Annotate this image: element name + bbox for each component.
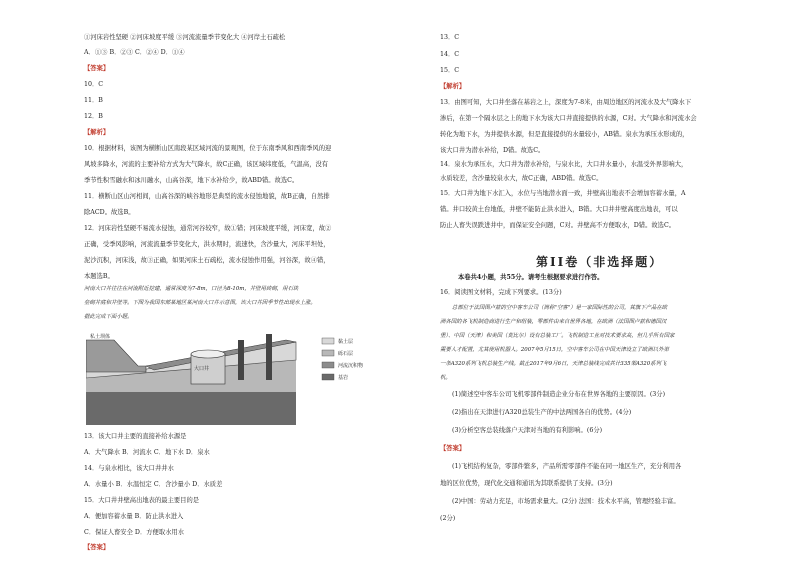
explain-14-line1: 14．泉水为承压水，大口井为潜水补给，与泉水比，大口井水量小，水温受外界影响大， bbox=[440, 161, 688, 168]
legend-swatch-sediment bbox=[322, 362, 334, 368]
options-line: ①河床岩性坚硬 ②河床坡度平缓 ③河流流量季节变化大 ④河岸土石疏松 bbox=[84, 34, 286, 41]
explain-12-line3: 泥沙沉积，河床浅，故③正确，如果河床土石疏松，流水侵蚀作用强，河谷深，故④错， bbox=[84, 257, 330, 264]
question-13: 13．该大口井主要的直接补给水源是 bbox=[84, 433, 187, 440]
choices-line: A．①③ B．②③ C．②④ D．①④ bbox=[84, 49, 185, 56]
question-16: 16．阅读图文材料，完成下列要求。(13分) bbox=[440, 289, 562, 296]
material-16-line5: 一条A320系列飞机总装生产线。截止2017年9月6日，天津总装线完成共计335架A320系列飞 bbox=[440, 361, 667, 367]
material-16-line1: 总部位于法国图卢兹的空中客车公司（简称"空客"）是一家国际性的公司，其旗下产品在欧 bbox=[452, 305, 668, 311]
analysis-label: 【解析】 bbox=[84, 129, 110, 136]
pipe-1 bbox=[238, 340, 244, 380]
answer-2-line1: (2)中国：劳动力充足，市场需求量大。(2分) 法国：技术水平高，管理经验丰富。 bbox=[452, 498, 680, 505]
subquestion-2: (2)指出在天津进行A320总装生产的中法两国各自的优势。(4分) bbox=[452, 409, 632, 416]
answer-label: 【答案】 bbox=[84, 65, 110, 72]
answer-1-line2: 地的区位优势，现代化交通和通讯为其联系提供了支持。(3分) bbox=[440, 480, 613, 487]
explain-12-line2: 正确，受季风影响，河流流量季节变化大，洪水期时，流速快，含沙量大，河床平坦处， bbox=[84, 241, 330, 248]
explain-11-line1: 11．横断山区山河相间，山高谷深的峡谷地形是典型的流水侵蚀地貌，故B正确，自然排 bbox=[84, 193, 330, 200]
analysis-label: 【解析】 bbox=[440, 83, 466, 90]
explain-12-line1: 12．河床岩性坚硬不易流水侵蚀，通常河谷较窄，故①错；河床坡度平缓，河床宽，故② bbox=[84, 225, 332, 232]
explain-11-line2: 除ACD。故选B。 bbox=[84, 209, 135, 216]
material-line1: 河南大口井往往在河流附近挖建，通常深度为7-8m，口径为8-10m，井壁用砖砌，用石块 bbox=[84, 286, 299, 292]
explain-10-line1: 10．根据材料，该图为横断山区南段某区域河流的景观图，位于东南季风和西南季风的迎 bbox=[84, 145, 332, 152]
fig-top-label: 私土坝体 bbox=[90, 334, 111, 340]
dam-body bbox=[86, 340, 146, 372]
material-line2: 垒砌井底和井壁等。下图为我国东部某地区某河南大口井示意图，该大口井因季节性出现水上涨。 bbox=[84, 300, 316, 306]
answer-14: 14．C bbox=[440, 51, 460, 58]
subquestion-1: (1)简述空中客车公司飞机零部件制造企业分布在世界各地的主要原因。(3分) bbox=[452, 391, 666, 398]
question-15: 15．大口井井壁高出地表的最主要目的是 bbox=[84, 497, 200, 504]
answer-1-line1: (1)飞机结构复杂，零部件繁多，产品所需零部件不能在同一地区生产，充分利用各 bbox=[452, 463, 682, 470]
legend-label-clay: 黏土层 bbox=[338, 339, 354, 345]
material-16-line2: 洲各国的各飞机制造商进行生产和组装，零部件由来自世界各地，在欧洲（法国图卢兹和德国汉 bbox=[440, 319, 667, 325]
material-16-line6: 机。 bbox=[440, 375, 451, 381]
material-16-line3: 堡）、中国（天津）和美国（莫比尔）设有总装工厂。飞机制造工业对技术要求高，但几乎所有国家 bbox=[440, 333, 675, 339]
explain-15-line3: 防止人畜失误跌进井中，而保证安全问题，C对。井壁高不方便取水，D错。故选C。 bbox=[440, 222, 676, 229]
answer-label: 【答案】 bbox=[440, 445, 466, 452]
question-15-options-2: C．保证人畜安全 D．方便取水用水 bbox=[84, 529, 185, 536]
legend-label-gravel: 砾石层 bbox=[338, 351, 354, 357]
answer-10: 10．C bbox=[84, 81, 104, 88]
section-title: 第II卷（非选择题） bbox=[536, 255, 664, 269]
answer-12: 12．B bbox=[84, 113, 103, 120]
bedrock-layer bbox=[86, 392, 296, 425]
question-14-options: A．水量小 B．水温恒定 C．含沙量小 D．水质差 bbox=[84, 481, 223, 488]
legend-swatch-gravel bbox=[322, 350, 334, 356]
section-note: 本卷共4小题，共55分。请考生根据要求进行作答。 bbox=[458, 274, 604, 281]
explain-14-line2: 水质较差，含沙量较泉水大，故C正确，ABD错。故选C。 bbox=[440, 175, 603, 182]
explain-15-line2: 错。井口较黄土台地低，井壁不能防止洪水进入，B错。大口井井壁高度出地表，可以 bbox=[440, 206, 678, 213]
question-15-options-1: A．便加容蓄水量 B．防止洪水进入 bbox=[84, 513, 184, 520]
answer-15: 15．C bbox=[440, 67, 460, 74]
explain-12-line4: 本题选B。 bbox=[84, 273, 114, 280]
legend bbox=[322, 338, 363, 381]
answer-13: 13．C bbox=[440, 34, 460, 41]
legend-swatch-bedrock bbox=[322, 374, 334, 380]
legend-swatch-clay bbox=[322, 338, 334, 344]
explain-10-line3: 季节性积雪融水和冰川融水，山高谷深，地下水补给少，故ABD错。故选C。 bbox=[84, 177, 299, 184]
explain-13-line4: 该大口井为潜水补给，D错。故选C。 bbox=[440, 147, 545, 154]
explain-15-line1: 15．大口井为地下水汇入，水位与当地潜水面一致，井壁高出地表不会增加容蓄水量，A bbox=[440, 190, 686, 197]
answer-2-line2: (2分) bbox=[440, 515, 456, 522]
answer-11: 11．B bbox=[84, 97, 103, 104]
explain-10-line2: 风坡多降水，河流的主要补给方式为大气降水，故C正确，该区域纬度低，气温高，没有 bbox=[84, 161, 329, 168]
explain-13-line1: 13．由图可知，大口井坐落在基岩之上，深度为7-8米，由周边地区的河流水及大气降水下 bbox=[440, 99, 692, 106]
legend-label-bedrock: 基岩 bbox=[338, 375, 349, 381]
explain-13-line2: 渗后，在第一个隔水层之上的地下水为该大口井直接提供的水源，C对。大气降水和河流水会 bbox=[440, 115, 697, 122]
explain-13-line3: 转化为地下水，为井提供水源，但是直接提供的水量较小，AB错。泉水为承压水形成的， bbox=[440, 131, 689, 138]
question-13-options: A．大气降水 B．河流水 C．地下水 D．泉水 bbox=[84, 449, 210, 456]
well-diagram bbox=[86, 330, 386, 425]
pipe-2 bbox=[266, 334, 272, 380]
well-rim bbox=[191, 350, 225, 358]
fig-well-label: 大口井 bbox=[194, 366, 210, 372]
question-14: 14．与泉水相比，该大口井井水 bbox=[84, 465, 174, 472]
answer-label-2: 【答案】 bbox=[84, 544, 110, 551]
material-line3: 据此完成下面小题。 bbox=[84, 314, 133, 320]
legend-label-sediment: 河流沉积物 bbox=[338, 363, 364, 369]
subquestion-3: (3)分析空客总装线落户天津对当地的有利影响。(6分) bbox=[452, 427, 603, 434]
material-16-line4: 需要人才配置，尤其使用机器人。2007年5月15日，空中客车公司在中国天津设立了欧洲以外第 bbox=[440, 347, 669, 353]
